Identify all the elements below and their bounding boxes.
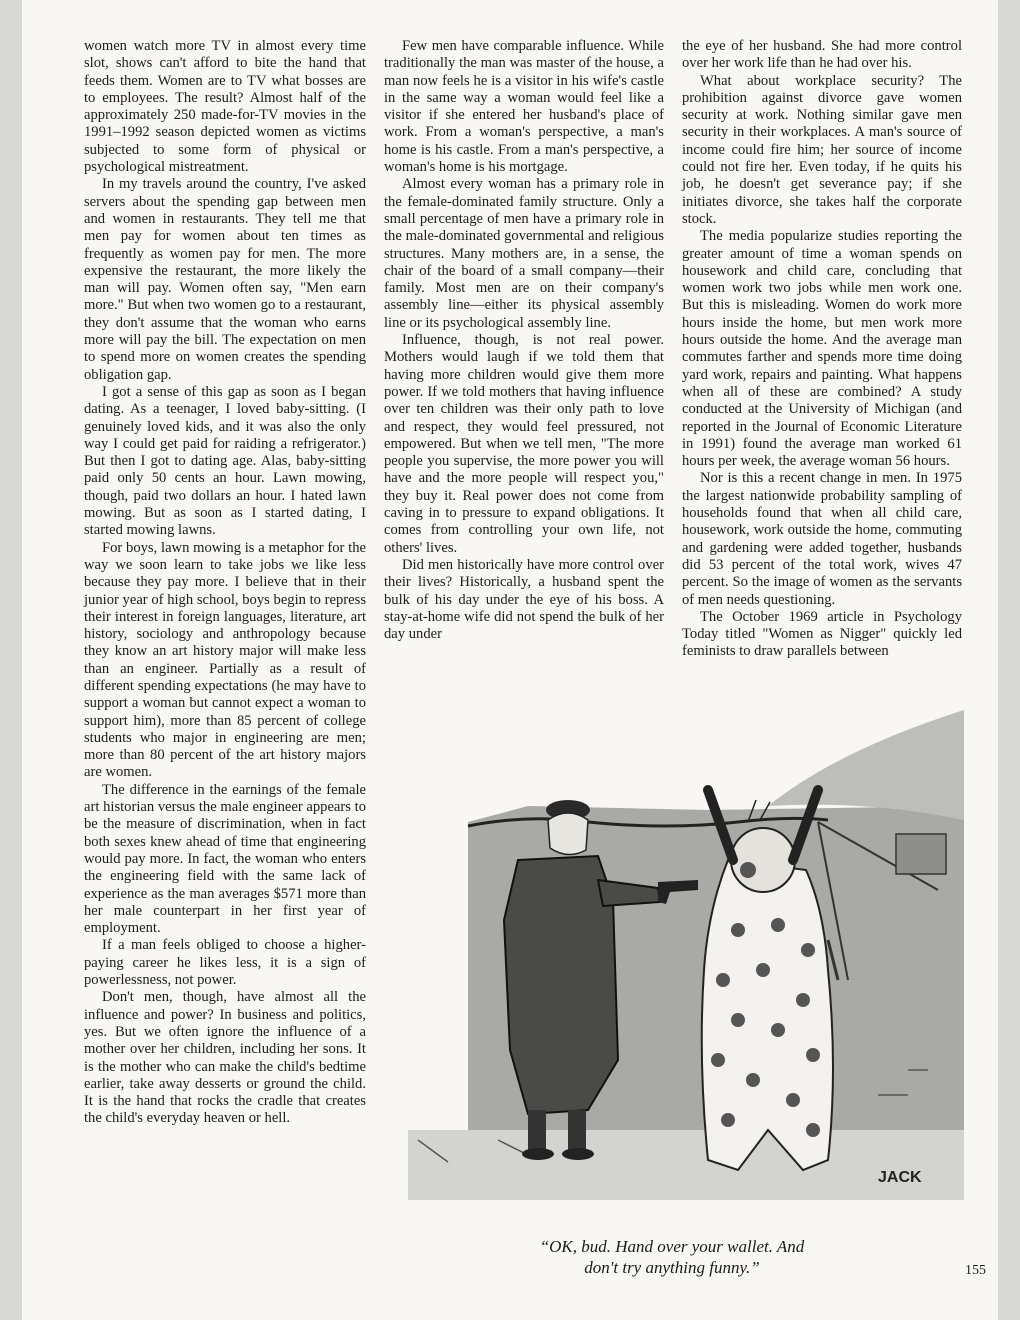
paragraph: Did men historically have more control over their lives? Historically, a husband spent the bulk of his day under the eye of his boss. A stay-at-home wife did not spend the bulk of her day under [384, 556, 664, 643]
paragraph: Few men have comparable influence. While traditionally the man was master of the house, a man now feels he is a visitor in his wife's castle in the same way a woman would feel like a visitor if she entered her husband's place of work. From a woman's perspective, a man's home is his castle. From a man's perspective, a woman's home is his mortgage. [384, 38, 664, 176]
paragraph: Nor is this a recent change in men. In 1975 the largest nationwide probability sampling of households found that when all child care, housework, work outside the home, commuting and gardening were added together, husbands did 53 percent of the total work, wives 47 percent. So the image of women as the servants of men needs questioning. [682, 470, 962, 608]
distant-wagon [896, 834, 946, 874]
paragraph: women watch more TV in almost every time slot, shows can't afford to bite the hand that feeds them. Women are to TV what bosses are to employees. The result? Almost half of the approximately 250 made-for-TV movies in the 1991–1992 season depicted women as victims subjected to some form of physical or psychological mistreatment. [84, 38, 366, 176]
caption-line: don't try anything funny.” [584, 1258, 760, 1277]
paragraph: For boys, lawn mowing is a metaphor for the way we soon learn to take jobs we like less because they pay more. I believe that in their junior year of high school, boys begin to repress their interest in foreign languages, literature, art history, sociology and anthropology because they know an art history major will make less than an engineer. Partially as a result of different spending expectations (he may have to support a woman but cannot expect a woman to support him), more than 85 percent of college students who major in engineering are men; more than 80 percent of the art history majors are women. [84, 539, 366, 781]
text-column-2 [384, 38, 664, 643]
page-number: 155 [965, 1263, 986, 1278]
text-column-1 [84, 38, 366, 1128]
paragraph: the eye of her husband. She had more control over her work life than he had over his. [682, 38, 962, 72]
ground [408, 1130, 964, 1200]
text-column-3 [682, 38, 962, 661]
paragraph: Almost every woman has a primary role in the female-dominated family structure. Only a small percentage of men have a primary role in the male-dominated governmental and religious structures. Many mothers are, in a sense, the chair of the board of a small company—their family. Most men are on their company's assembly line—either its physical assembly line or its psychological assembly line. [384, 176, 664, 331]
tent-roof [768, 710, 964, 820]
paragraph: The difference in the earnings of the female art historian versus the male engineer appears to be the measure of discrimination, when in fact both sexes knew ahead of time that engineering would pay more. In fact, the woman who enters the engineering field with the same lack of experience as the man averages $571 more than her male counterpart in her first year of employment. [84, 781, 366, 937]
magazine-page [22, 0, 998, 1320]
paragraph: What about workplace security? The prohibition against divorce gave women security at work. Nothing similar gave men security in their workplaces. A man's source of income could fire him; her source of income could not fire her. Even today, if he quits his job, he doesn't get severance pay; if she initiates divorce, she takes half the corporate stock. [682, 72, 962, 227]
paragraph: The media popularize studies reporting the greater amount of time a woman spends on housework and child care, concluding that women work two jobs while men work one. But this is misleading. Women do work more hours inside the home, but men work more hours outside the home. And the average man commutes farther and spends more time doing yard work, repairs and painting. What happens when all of these are combined? A study conducted at the University of Michigan (and reported in the Journal of Economic Literature in 1991) found the average man worked 61 hours per week, the average woman 56 hours. [682, 228, 962, 470]
paragraph: I got a sense of this gap as soon as I began dating. As a teenager, I loved baby-sitting. (I genuinely loved kids, and it was also the only way I could get paid for raiding a refrigerator.) But then I got to dating age. Alas, baby-sitting paid only 50 cents an hour. Lawn mowing, though, paid two dollars an hour. I hated lawn mowing. But as soon as I started dating, I started mowing lawns. [84, 383, 366, 539]
paragraph: Influence, though, is not real power. Mothers would laugh if we told them that having more children would give them more power. If we told mothers that having influence over ten children was their only path to love and respect, they would feel pressured, not empowered. But when we tell men, "The more people you supervise, the more power you will have and the more people will respect you," they buy it. Real power does not come from caving in to pressure to expand obligations. It comes from controlling your own life, not others' lives. [384, 332, 664, 556]
cartoon-caption [422, 1236, 922, 1278]
paragraph: If a man feels obliged to choose a higher-paying career he likes less, it is a sign of powerlessness, not power. [84, 937, 366, 989]
cartoon-illustration [408, 710, 964, 1222]
cartoonist-signature: JACK [878, 1169, 922, 1186]
paragraph: The October 1969 article in Psychology Today titled "Women as Nigger" quickly led feminists to draw parallels between [682, 608, 962, 660]
paragraph: Don't men, though, have almost all the influence and power? In business and politics, yes. But we often ignore the influence of a mother over her children, including her sons. It is the mother who can make the child's bedtime earlier, take away desserts or ground the child. It is the hand that rocks the cradle that creates the child's everyday heaven or hell. [84, 989, 366, 1127]
paragraph: In my travels around the country, I've asked servers about the spending gap between men and women in restaurants. They tell me that men pay for women about ten times as frequently as women pay for men. The more expensive the restaurant, the more likely the man will pay. Women often say, "Men earn more." But when two women go to a restaurant, they don't assume that the woman who earns more will pay the bill. The expectation on men to spend more on women creates the spending obligation gap. [84, 176, 366, 383]
caption-line: “OK, bud. Hand over your wallet. And [539, 1237, 805, 1256]
